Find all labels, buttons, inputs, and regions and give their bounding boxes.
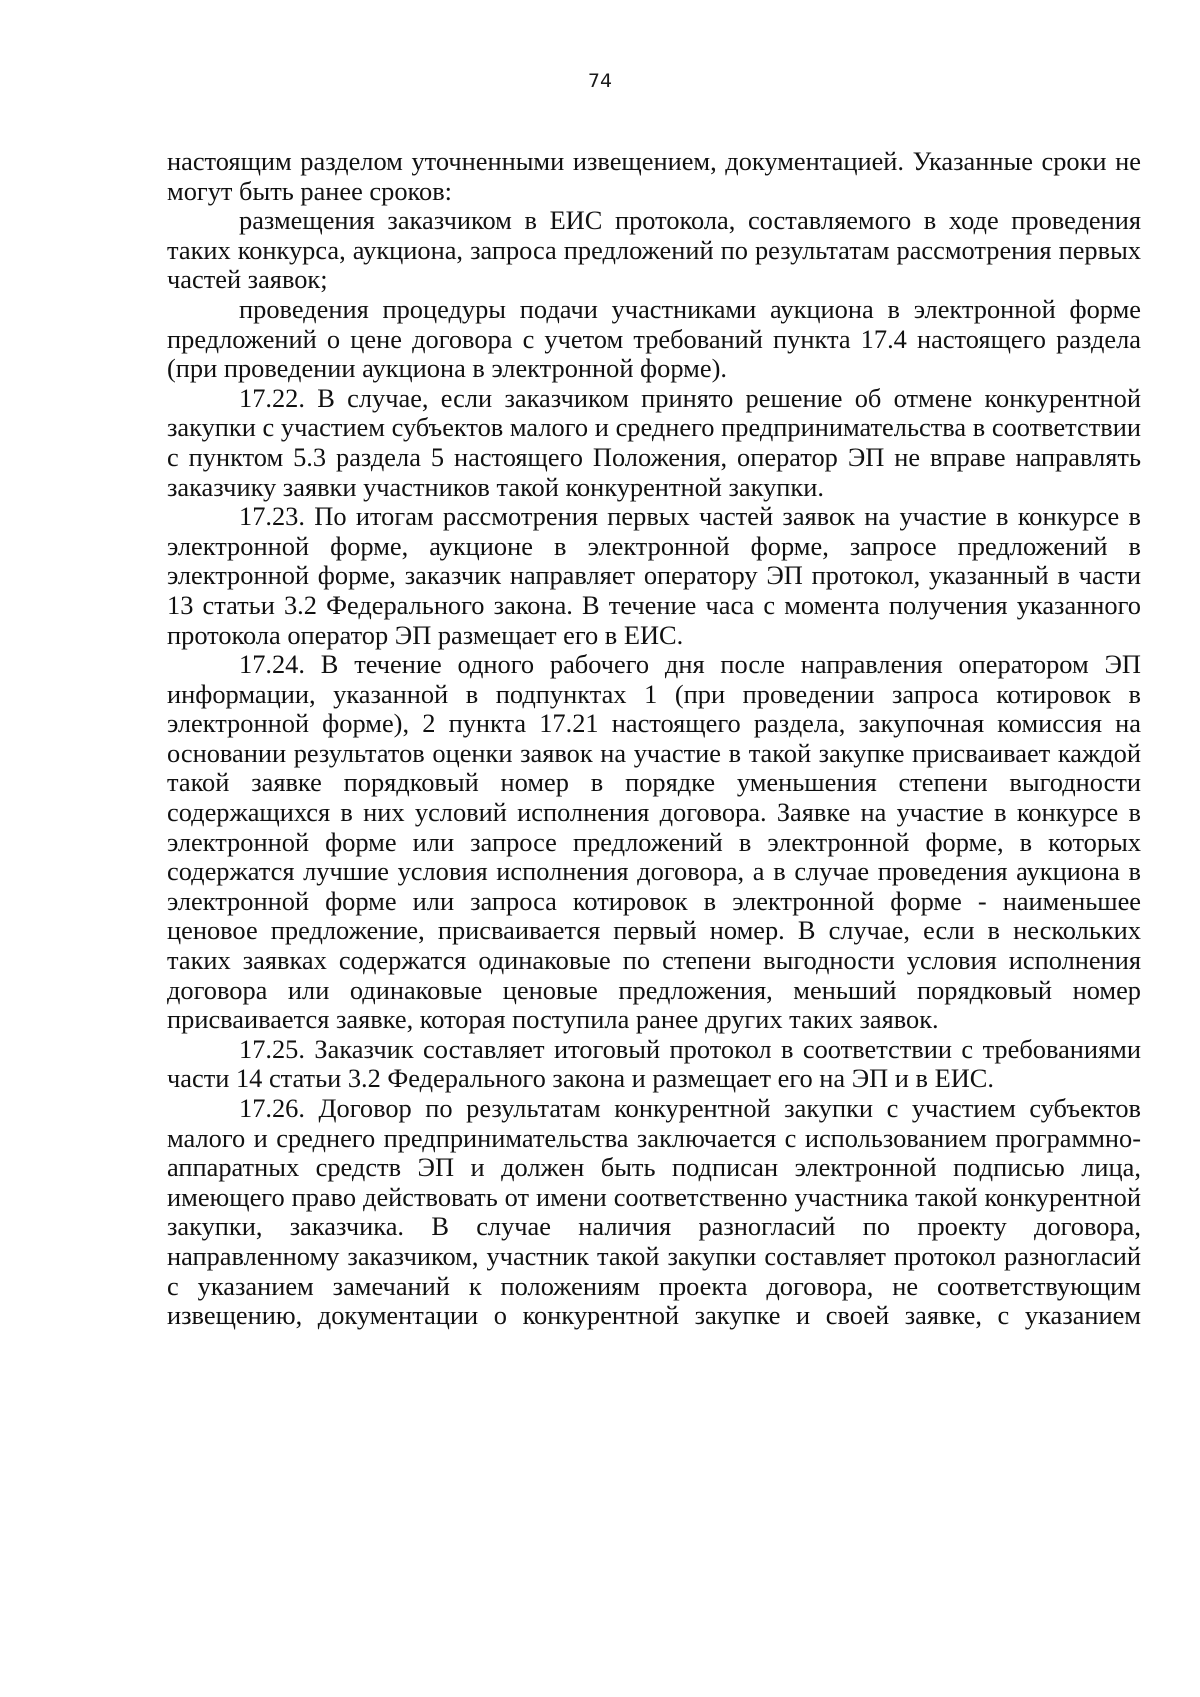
document-body (167, 147, 1141, 1331)
paragraph-list-item-2: проведения процедуры подачи участниками аукциона в электронной форме предложений о цене договора с учетом требований пункта 17.4 настоящего раздела (при проведении аукциона в электронной форме). (167, 293, 1141, 384)
paragraph-17-26: 17.26. Договор по результатам конкурентной закупки с участием субъектов малого и среднего предпринимательства заключается с использованием программно-аппаратных средств ЭП и должен быть подписан электронной подписью лица, имеющего право действовать от имени соответственно участника такой конкурентной закупки, заказчика. В случае наличия разногласий по проекту договора, направленному заказчиком, участник такой закупки составляет протокол разногласий с указанием замечаний к положениям проекта договора, не соответствующим извещению, документации о конкурентной закупке и своей заявке, с указанием (167, 1093, 1141, 1331)
paragraph-list-item-1: размещения заказчиком в ЕИС протокола, составляемого в ходе проведения таких конкурса, аукциона, запроса предложений по результатам рассмотрения первых частей заявок; (167, 205, 1141, 295)
paragraph-17-23: 17.23. По итогам рассмотрения первых частей заявок на участие в конкурсе в электронной форме, аукционе в электронной форме, запросе предложений в электронной форме, заказчик направляет оператору ЭП протокол, указанный в части 13 статьи 3.2 Федерального закона. В течение часа с момента получения указанного протокола оператор ЭП размещает его в ЕИС. (167, 501, 1141, 650)
paragraph-17-25: 17.25. Заказчик составляет итоговый протокол в соответствии с требованиями части 14 статьи 3.2 Федерального закона и размещает его на ЭП и в ЕИС. (167, 1033, 1141, 1094)
paragraph-17-24: 17.24. В течение одного рабочего дня после направления оператором ЭП информации, указанной в подпунктах 1 (при проведении запроса котировок в электронной форме), 2 пункта 17.21 настоящего раздела, закупочная комиссия на основании результатов оценки заявок на участие в такой закупке присваивает каждой такой заявке порядковый номер в порядке уменьшения степени выгодности содержащихся в них условий исполнения договора. Заявке на участие в конкурсе в электронной форме или запросе предложений в электронной форме, в которых содержатся лучшие условия исполнения договора, а в случае проведения аукциона в электронной форме или запроса котировок в электронной форме - наименьшее ценовое предложение, присваивается первый номер. В случае, если в нескольких таких заявках содержатся одинаковые по степени выгодности условия исполнения договора или одинаковые ценовые предложения, меньший порядковый номер присваивается заявке, которая поступила ранее других таких заявок. (167, 649, 1141, 1035)
page-number: 74 (587, 70, 613, 92)
paragraph-17-22: 17.22. В случае, если заказчиком принято решение об отмене конкурентной закупки с участием субъектов малого и среднего предпринимательства в соответствии с пунктом 5.3 раздела 5 настоящего Положения, оператор ЭП не вправе направлять заказчику заявки участников такой конкурентной закупки. (167, 382, 1141, 502)
paragraph-continuation: настоящим разделом уточненными извещением, документацией. Указанные сроки не могут быть ранее сроков: (167, 146, 1141, 206)
